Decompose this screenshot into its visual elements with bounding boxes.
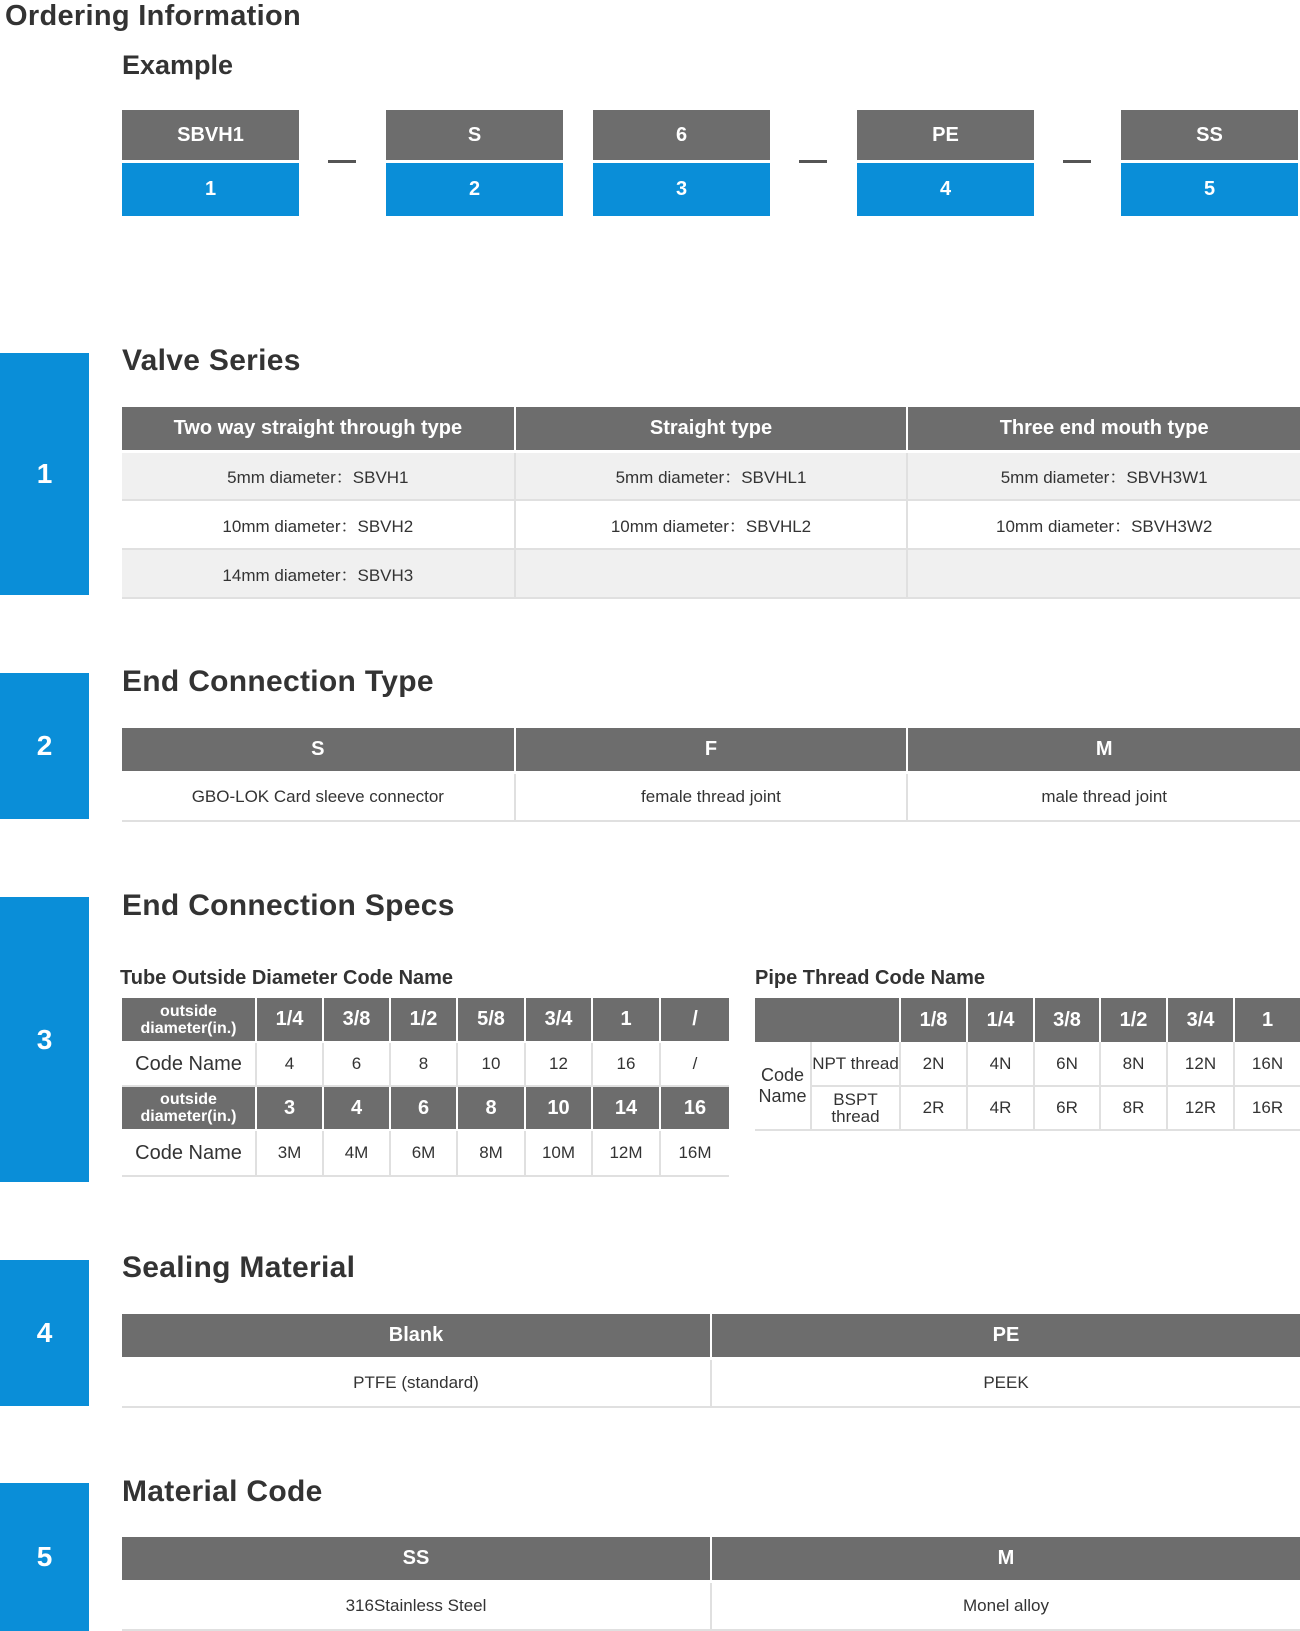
example-code-number: 4 (857, 163, 1034, 216)
table-header: 8 (457, 1086, 525, 1130)
table-header: 6 (390, 1086, 457, 1130)
page-title: Ordering Information (5, 0, 301, 32)
table-cell: 16M (660, 1130, 729, 1176)
example-title: Example (122, 50, 234, 80)
table-row (122, 500, 1300, 549)
table-row (122, 1042, 729, 1086)
table-header: 3/4 (1167, 998, 1234, 1042)
table-cell: 16 (592, 1042, 660, 1086)
table-cell: PEEK (711, 1358, 1300, 1407)
table-cell: 4M (323, 1130, 390, 1176)
table-header: 1/4 (256, 998, 323, 1042)
example-code-box-1 (122, 110, 299, 216)
example-code-box-2 (386, 110, 563, 216)
table-cell: 8M (457, 1130, 525, 1176)
example-code: S (386, 110, 563, 160)
table-header: 14 (592, 1086, 660, 1130)
table-cell: 4N (967, 1042, 1034, 1086)
table-row (755, 1086, 1300, 1130)
section-number-2: 2 (0, 673, 89, 819)
table-header: 1/2 (390, 998, 457, 1042)
table-cell: 5mm diameter：SBVH3W1 (907, 451, 1300, 500)
dash-separator (328, 160, 356, 163)
example-code-number: 2 (386, 163, 563, 216)
example-code: SS (1121, 110, 1298, 160)
table-cell: 12R (1167, 1086, 1234, 1130)
table-header: Three end mouth type (907, 407, 1300, 451)
example-code-number: 3 (593, 163, 770, 216)
table-cell: 10mm diameter：SBVH2 (122, 500, 515, 549)
table-row (122, 549, 1300, 598)
bspt-thread-label: BSPT thread (811, 1086, 900, 1130)
section-title-end-connection-type: End Connection Type (122, 665, 434, 698)
table-cell: 16N (1234, 1042, 1300, 1086)
table-cell: 8N (1100, 1042, 1167, 1086)
table-header: SS (122, 1537, 711, 1581)
table-header: 3/8 (1034, 998, 1100, 1042)
table-header: 1 (592, 998, 660, 1042)
example-code-number: 5 (1121, 163, 1298, 216)
table-header: 5/8 (457, 998, 525, 1042)
table-cell: 10 (457, 1042, 525, 1086)
table-cell: 5mm diameter：SBVH1 (122, 451, 515, 500)
table-header: PE (711, 1314, 1300, 1358)
example-code: SBVH1 (122, 110, 299, 160)
table-header: / (660, 998, 729, 1042)
pipe-thread-table (755, 998, 1300, 1131)
table-cell (907, 549, 1300, 598)
table-row (122, 1581, 1300, 1630)
table-header: 16 (660, 1086, 729, 1130)
section-title-end-connection-specs: End Connection Specs (122, 889, 455, 922)
table-header-label: outside diameter(in.) (122, 1086, 256, 1130)
table-cell: 6R (1034, 1086, 1100, 1130)
table-header: Straight type (515, 407, 908, 451)
table-header-blank (755, 998, 900, 1042)
section-number-4: 4 (0, 1260, 89, 1406)
table-header: 3/4 (525, 998, 592, 1042)
tube-od-title: Tube Outside Diameter Code Name (120, 967, 454, 989)
section-title-material-code: Material Code (122, 1475, 323, 1508)
section-number-5: 5 (0, 1483, 89, 1631)
section-number-3: 3 (0, 897, 89, 1182)
row-label: Code Name (122, 1042, 256, 1086)
table-cell: 10M (525, 1130, 592, 1176)
table-cell: 316Stainless Steel (122, 1581, 711, 1630)
table-cell: 6 (323, 1042, 390, 1086)
end-connection-type-table (122, 728, 1300, 822)
table-header: 3/8 (323, 998, 390, 1042)
table-header: 1/4 (967, 998, 1034, 1042)
row-label: Code Name (122, 1130, 256, 1176)
section-title-sealing-material: Sealing Material (122, 1251, 356, 1284)
table-header: Blank (122, 1314, 711, 1358)
table-cell: 6M (390, 1130, 457, 1176)
table-cell: 12 (525, 1042, 592, 1086)
table-row (122, 1130, 729, 1176)
tube-od-table (122, 998, 729, 1177)
section-title-valve-series: Valve Series (122, 344, 301, 377)
table-cell: 5mm diameter：SBVHL1 (515, 451, 908, 500)
example-code-number: 1 (122, 163, 299, 216)
table-cell: 2R (900, 1086, 967, 1130)
table-cell: female thread joint (515, 772, 908, 821)
example-code-box-3 (593, 110, 770, 216)
table-cell: 10mm diameter：SBVHL2 (515, 500, 908, 549)
table-cell: 10mm diameter：SBVH3W2 (907, 500, 1300, 549)
table-cell: 4 (256, 1042, 323, 1086)
table-cell: 2N (900, 1042, 967, 1086)
table-header: M (907, 728, 1300, 772)
table-cell: Monel alloy (711, 1581, 1300, 1630)
table-header: 4 (323, 1086, 390, 1130)
sealing-material-table (122, 1314, 1300, 1408)
example-code-box-4 (857, 110, 1034, 216)
pipe-thread-title: Pipe Thread Code Name (755, 967, 986, 989)
table-cell: 6N (1034, 1042, 1100, 1086)
section-number-1: 1 (0, 353, 89, 595)
table-cell: / (660, 1042, 729, 1086)
table-header: Two way straight through type (122, 407, 515, 451)
table-header: 3 (256, 1086, 323, 1130)
table-cell (515, 549, 908, 598)
table-row (122, 1358, 1300, 1407)
table-header: 10 (525, 1086, 592, 1130)
table-cell: GBO-LOK Card sleeve connector (122, 772, 515, 821)
dash-separator (1063, 160, 1091, 163)
table-cell: 3M (256, 1130, 323, 1176)
table-row (122, 451, 1300, 500)
valve-series-table (122, 407, 1300, 599)
dash-separator (799, 160, 827, 163)
table-cell: 12N (1167, 1042, 1234, 1086)
table-cell: PTFE (standard) (122, 1358, 711, 1407)
example-code-box-5 (1121, 110, 1298, 216)
npt-thread-label: NPT thread (811, 1042, 900, 1086)
table-header: F (515, 728, 908, 772)
table-cell: 14mm diameter：SBVH3 (122, 549, 515, 598)
table-cell: 12M (592, 1130, 660, 1176)
table-cell: 8 (390, 1042, 457, 1086)
table-row (122, 772, 1300, 821)
table-header: M (711, 1537, 1300, 1581)
table-header: 1/2 (1100, 998, 1167, 1042)
table-cell: 16R (1234, 1086, 1300, 1130)
table-header-label: outside diameter(in.) (122, 998, 256, 1042)
table-cell: male thread joint (907, 772, 1300, 821)
table-row (755, 1042, 1300, 1086)
example-code: PE (857, 110, 1034, 160)
table-header: 1 (1234, 998, 1300, 1042)
table-header: 1/8 (900, 998, 967, 1042)
material-code-table (122, 1537, 1300, 1631)
example-code: 6 (593, 110, 770, 160)
table-cell: 4R (967, 1086, 1034, 1130)
table-cell: 8R (1100, 1086, 1167, 1130)
row-label: Code Name (755, 1042, 811, 1130)
table-header: S (122, 728, 515, 772)
